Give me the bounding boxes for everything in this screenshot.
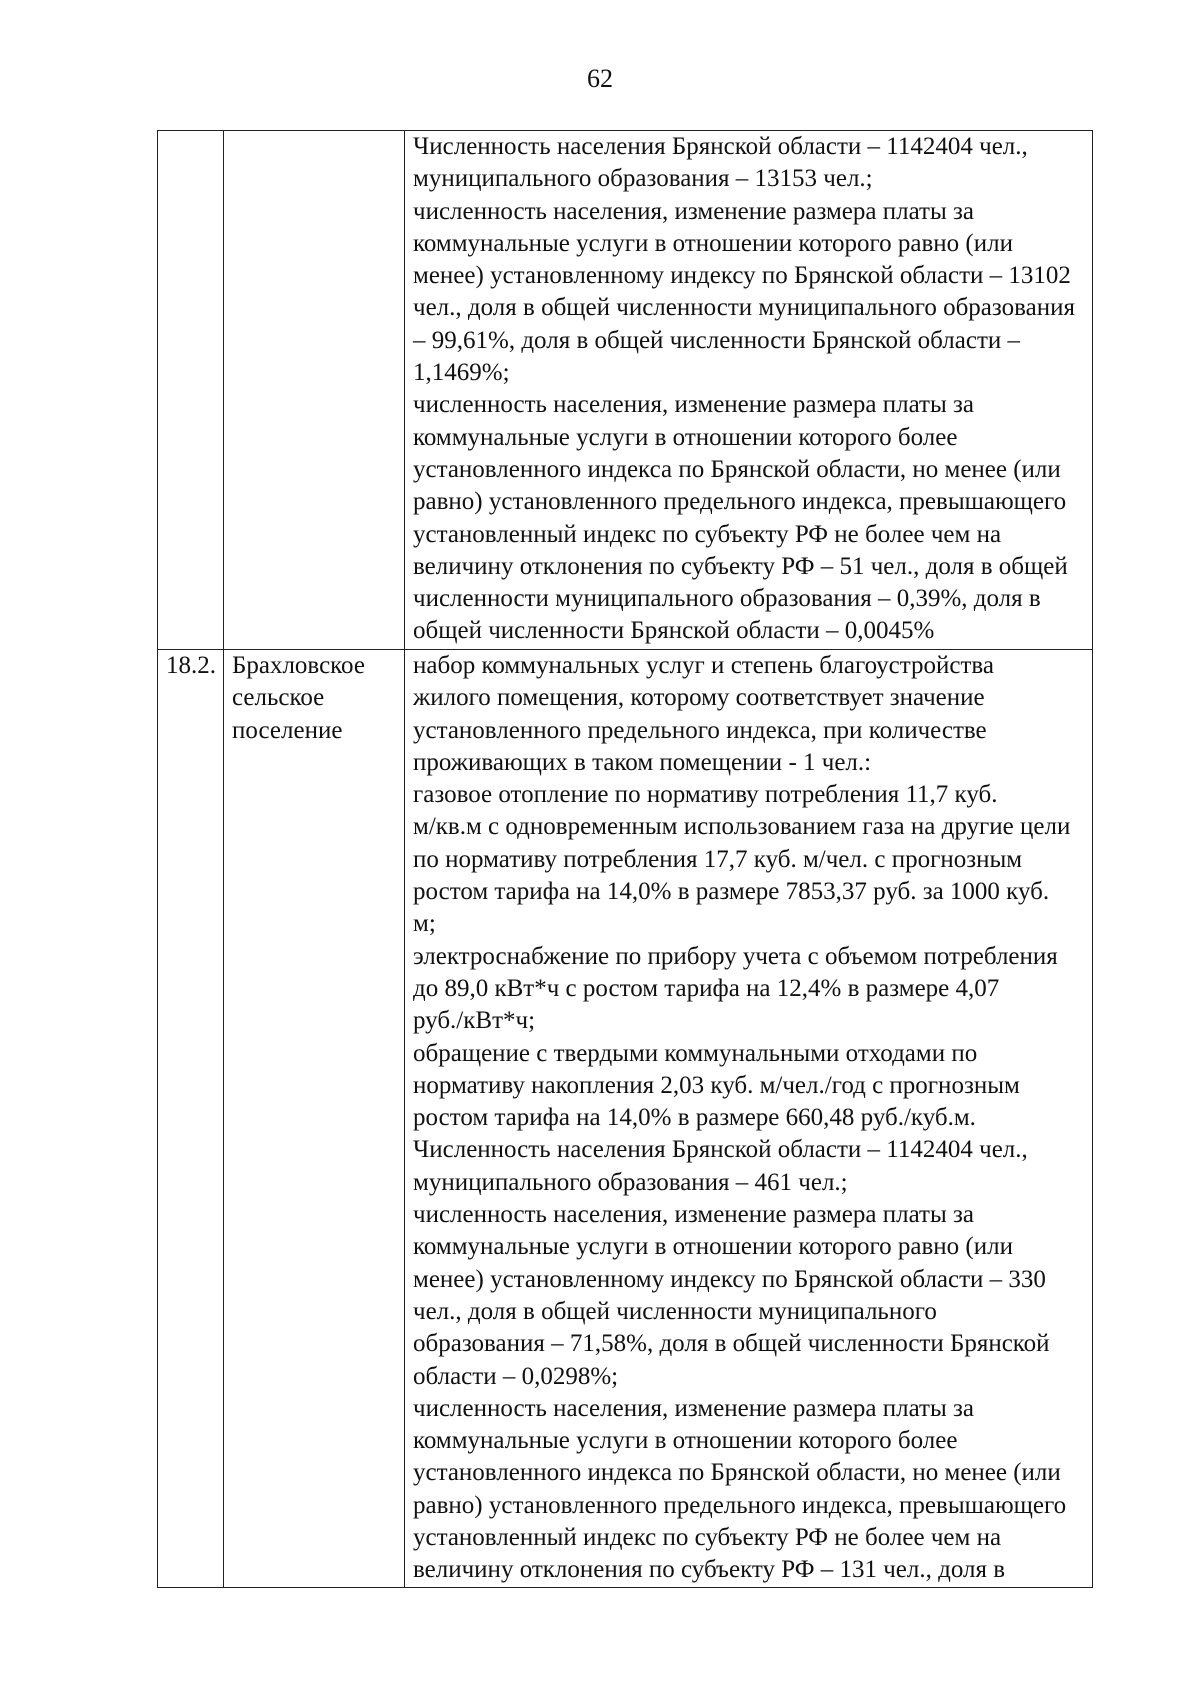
settlement-name-cell [224, 650, 405, 1588]
text-line: м; [413, 910, 436, 938]
text-line: величину отклонения по субъекту РФ – 131 чел., доля в [413, 1556, 1006, 1584]
text-line: установленного предельного индекса, при количестве [413, 716, 987, 744]
text-line: коммунальные услуги в отношении которого равно (или [413, 1233, 1013, 1261]
row-number-cell: 18.2. [158, 650, 224, 1588]
text-line: чел., доля в общей численности муниципального [413, 1297, 937, 1325]
text-line: муниципального образования – 461 чел.; [413, 1168, 848, 1196]
text-line: менее) установленному индексу по Брянской области – 13102 [413, 262, 1071, 290]
text-line: установленный индекс по субъекту РФ не более чем на [413, 1524, 1002, 1552]
description-cell [405, 650, 1093, 1588]
text-line: численность населения, изменение размера платы за [413, 1394, 974, 1422]
data-table [157, 130, 1093, 1588]
text-line: сельское [232, 684, 325, 712]
text-line: установленный индекс по субъекту РФ не более чем на [413, 520, 1002, 548]
text-line: ростом тарифа на 14,0% в размере 660,48 руб./куб.м. [413, 1104, 976, 1132]
page-number: 62 [587, 64, 613, 93]
text-line: жилого помещения, которому соответствует значение [413, 684, 985, 712]
text-line: нормативу накопления 2,03 куб. м/чел./год с прогнозным [413, 1071, 1020, 1099]
text-line: численность населения, изменение размера платы за [413, 197, 974, 225]
text-line: руб./кВт*ч; [413, 1007, 536, 1035]
text-line: равно) установленного предельного индекса, превышающего [413, 488, 1067, 516]
text-line: установленного индекса по Брянской области, но менее (или [413, 455, 1061, 483]
text-line: электроснабжение по прибору учета с объемом потребления [413, 942, 1058, 970]
settlement-name-cell [224, 131, 405, 650]
text-line: области – 0,0298%; [413, 1362, 619, 1390]
text-line: образования – 71,58%, доля в общей численности Брянской [413, 1330, 1050, 1358]
text-line: численность населения, изменение размера платы за [413, 391, 974, 419]
text-line: набор коммунальных услуг и степень благоустройства [413, 652, 994, 679]
text-line: коммунальные услуги в отношении которого более [413, 423, 958, 451]
text-line: численности муниципального образования – 0,39%, доля в [413, 585, 1041, 613]
text-line: чел., доля в общей численности муниципального образования [413, 294, 1075, 322]
text-line: менее) установленному индексу по Брянской области – 330 [413, 1265, 1046, 1293]
text-line: численность населения, изменение размера платы за [413, 1201, 974, 1229]
text-line: ростом тарифа на 14,0% в размере 7853,37 руб. за 1000 куб. [413, 878, 1050, 906]
text-line: 1,1469%; [413, 359, 510, 387]
text-line: обращение с твердыми коммунальными отходами по [413, 1039, 978, 1067]
table-row [158, 650, 1093, 1588]
text-line: – 99,61%, доля в общей численности Брянской области – [413, 326, 1020, 354]
text-line: по нормативу потребления 17,7 куб. м/чел. с прогнозным [413, 845, 1023, 873]
text-line: муниципального образования – 13153 чел.; [413, 165, 873, 193]
table-row [158, 131, 1093, 650]
description-cell [405, 131, 1093, 650]
text-line: м/кв.м с одновременным использованием газа на другие цели [413, 813, 1071, 841]
text-line: Численность населения Брянской области – 1142404 чел., [413, 133, 1028, 160]
text-line: общей численности Брянской области – 0,0045% [413, 617, 935, 645]
text-line: установленного индекса по Брянской области, но менее (или [413, 1459, 1061, 1487]
text-line: Брахловское [232, 652, 365, 679]
text-line: проживающих в таком помещении - 1 чел.: [413, 748, 872, 776]
text-line: поселение [232, 716, 343, 744]
text-line: до 89,0 кВт*ч с ростом тарифа на 12,4% в размере 4,07 [413, 974, 1000, 1002]
text-line: равно) установленного предельного индекса, превышающего [413, 1491, 1067, 1519]
text-line: газовое отопление по нормативу потребления 11,7 куб. [413, 781, 998, 809]
text-line: величину отклонения по субъекту РФ – 51 чел., доля в общей [413, 552, 1068, 580]
text-line: Численность населения Брянской области – 1142404 чел., [413, 1136, 1028, 1164]
row-number-cell [158, 131, 224, 650]
text-line: коммунальные услуги в отношении которого равно (или [413, 229, 1013, 257]
text-line: коммунальные услуги в отношении которого более [413, 1427, 958, 1455]
